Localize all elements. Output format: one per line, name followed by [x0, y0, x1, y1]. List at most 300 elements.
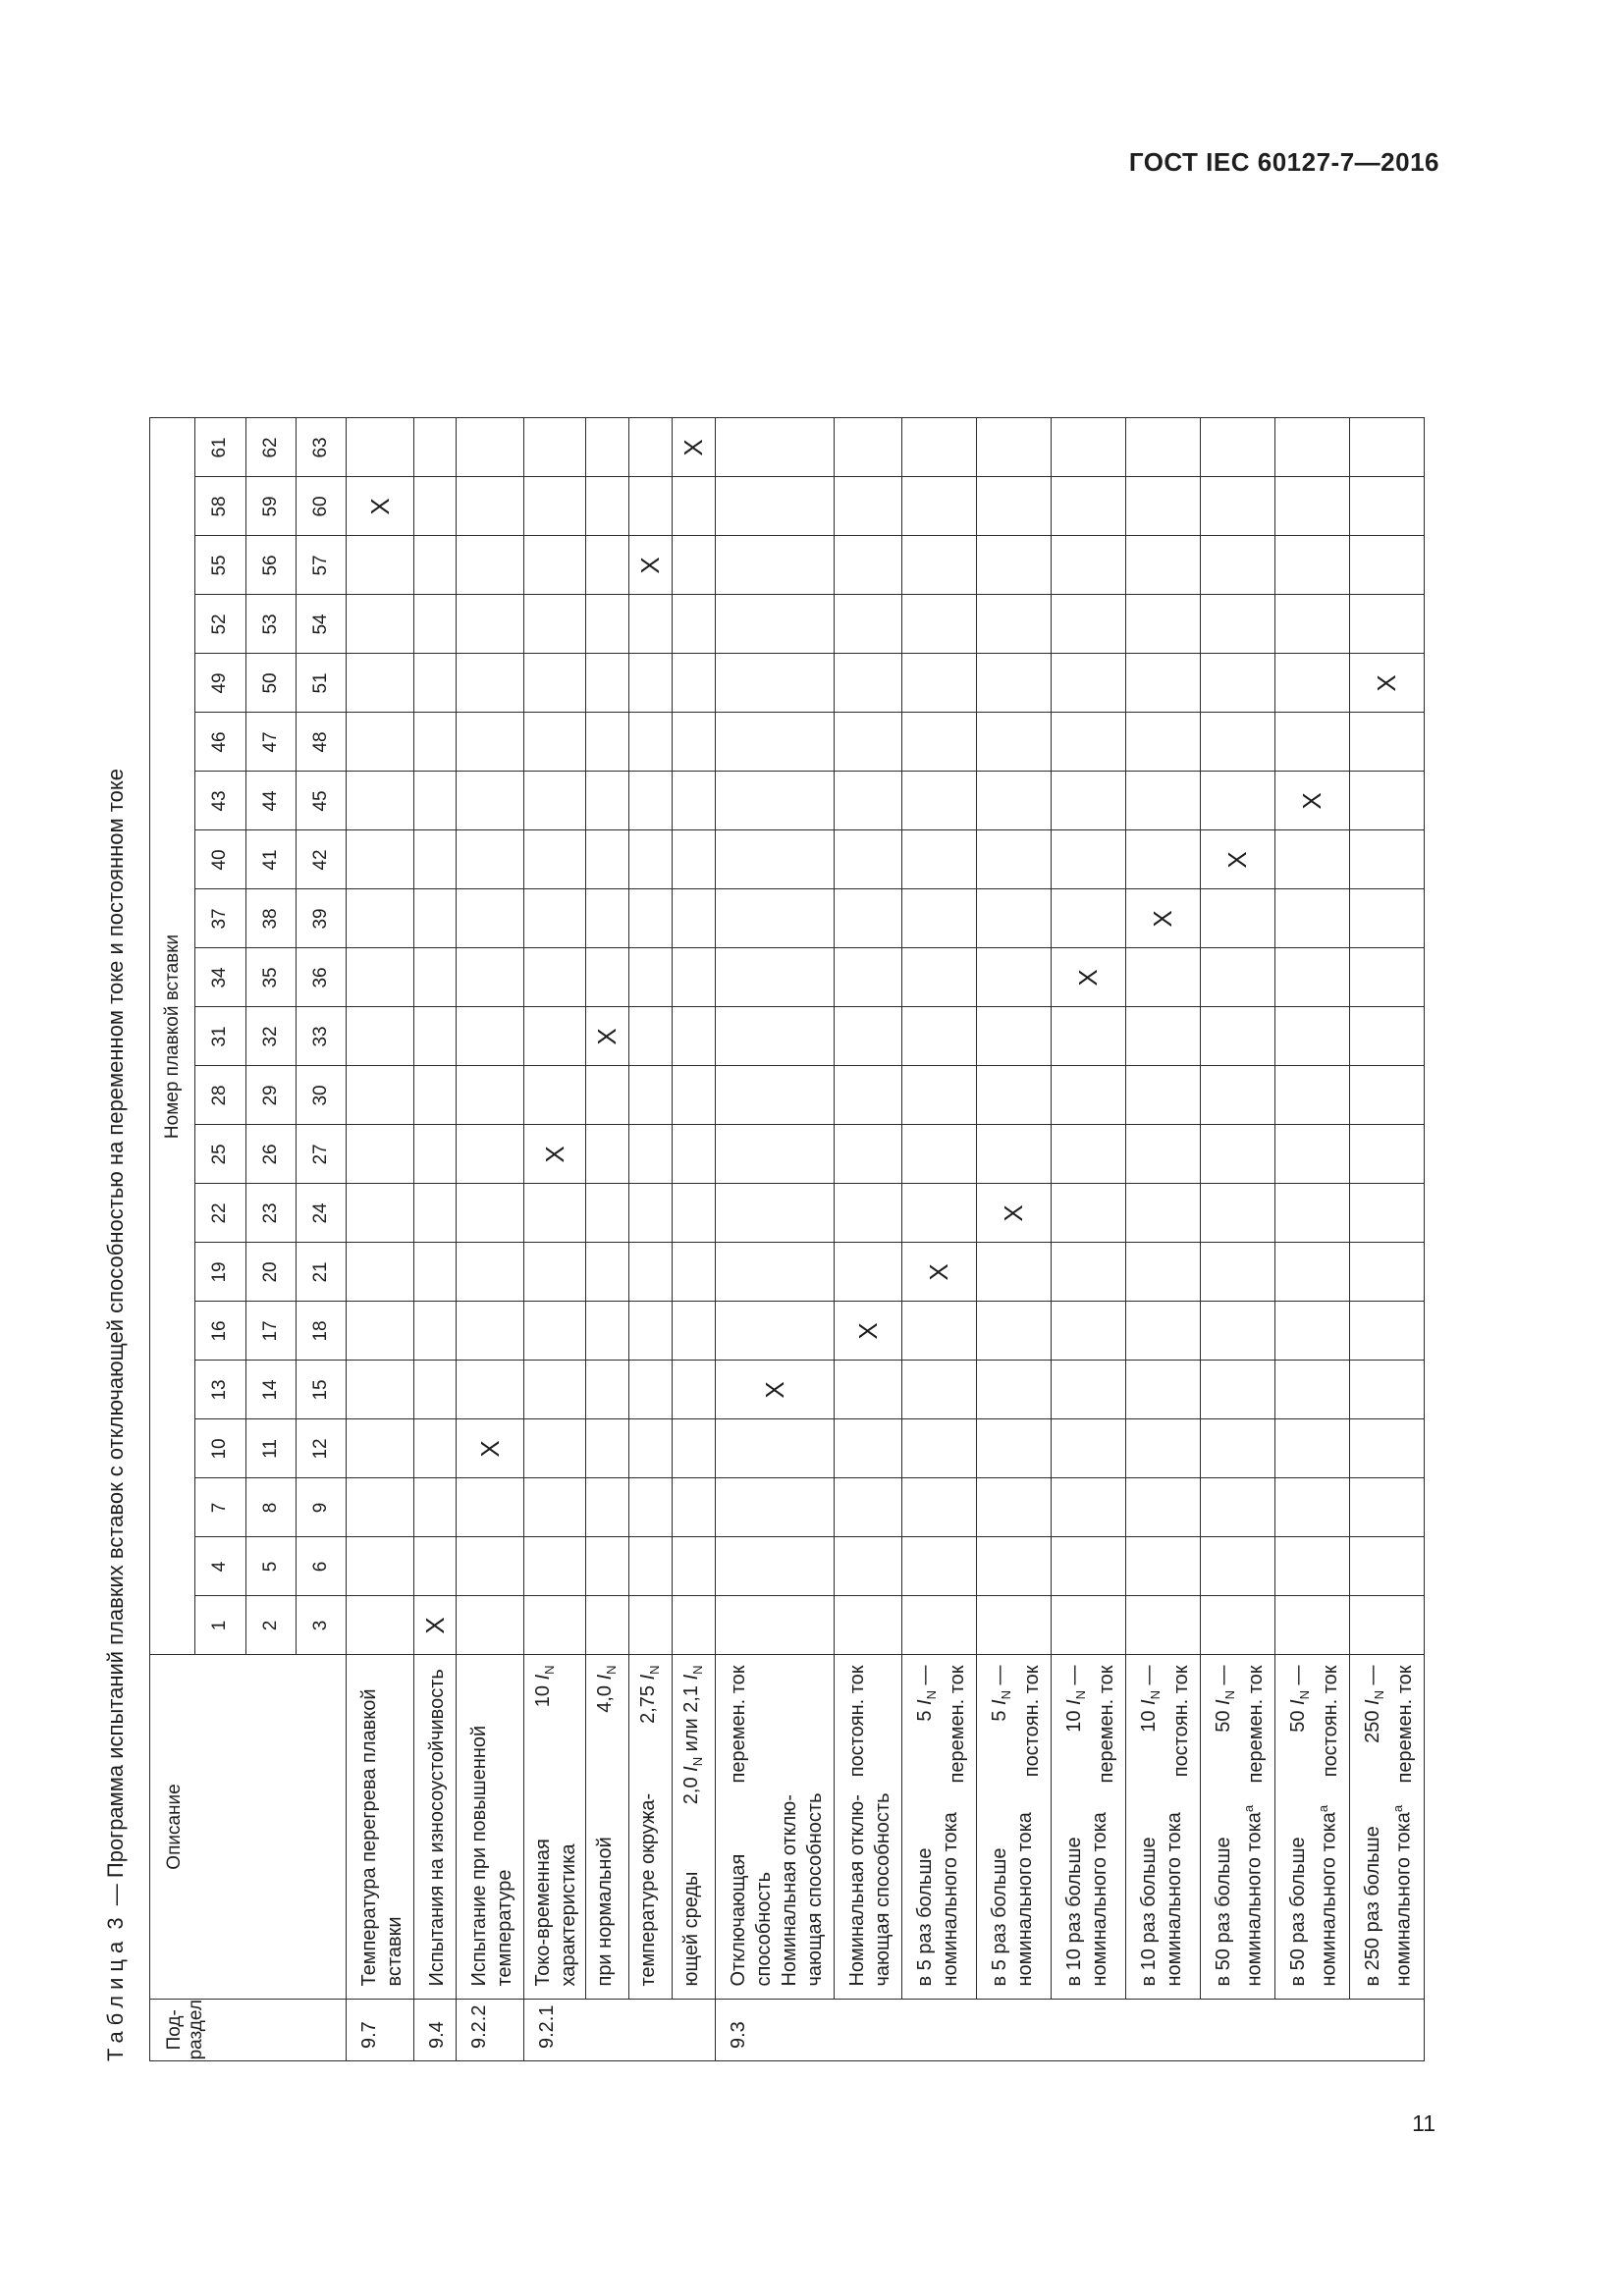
current-multiple — [1285, 1665, 1318, 1777]
current-value: 50 $I_N$ — — [1213, 1665, 1237, 1733]
test-mark-cell — [1350, 1419, 1425, 1478]
current-type: перемен. ток — [947, 1665, 968, 1784]
fuse-number: 14 — [245, 1361, 296, 1419]
description-cell — [1201, 1655, 1275, 1999]
description-line: при нормальной — [594, 1837, 616, 1987]
fuse-number: 33 — [296, 1007, 346, 1066]
current-symbol: I — [914, 1699, 936, 1705]
test-mark-cell — [457, 830, 524, 889]
test-mark-cell — [586, 1478, 629, 1537]
test-mark-cell — [673, 536, 716, 595]
test-mark-cell — [629, 713, 673, 772]
test-mark-cell — [673, 713, 716, 772]
description-left — [1136, 1787, 1187, 1986]
test-mark-cell — [414, 1125, 457, 1184]
table-wrapper — [149, 417, 1425, 2061]
test-mark-cell — [1201, 536, 1275, 595]
description-value — [530, 1665, 563, 1707]
test-mark-cell — [835, 1361, 902, 1419]
test-mark-cell — [1052, 772, 1126, 830]
test-mark-cell — [835, 654, 902, 713]
test-mark-cell — [1201, 1537, 1275, 1596]
test-mark-cell — [1052, 1478, 1126, 1537]
test-mark: X — [924, 1263, 953, 1281]
fuse-number: 47 — [245, 713, 296, 772]
fuse-number: 11 — [245, 1419, 296, 1478]
test-mark-cell — [524, 536, 586, 595]
test-mark-cell — [1350, 1243, 1425, 1302]
current-symbol: I — [594, 1674, 616, 1681]
description-cell — [524, 1655, 586, 1999]
test-mark-cell — [1275, 654, 1350, 713]
fuse-number: 13 — [195, 1361, 245, 1419]
table-row — [457, 418, 524, 2061]
fuse-number: 39 — [296, 889, 346, 948]
test-mark-cell — [457, 948, 524, 1007]
current-symbol: I — [680, 1674, 702, 1681]
test-mark-cell — [1275, 1243, 1350, 1302]
test-mark-cell — [1052, 889, 1126, 948]
test-mark-cell — [347, 1125, 414, 1184]
header-row — [150, 418, 195, 2061]
description-line: ющей среды — [680, 1871, 702, 1987]
test-mark-cell — [457, 536, 524, 595]
description-layout — [592, 1665, 624, 1986]
test-mark-cell — [457, 477, 524, 536]
description-left — [1061, 1793, 1112, 1987]
test-mark-cell — [1052, 713, 1126, 772]
test-mark-cell — [716, 830, 835, 889]
test-mark-cell — [716, 1302, 835, 1361]
subsection-cell — [457, 1999, 524, 2060]
test-mark-cell — [414, 1243, 457, 1302]
test-mark-cell — [835, 889, 902, 948]
test-mark-cell — [1201, 1478, 1275, 1537]
test-mark-cell — [629, 1478, 673, 1537]
test-mark: X — [474, 1440, 505, 1458]
footnote-marker: a — [1390, 1804, 1405, 1813]
test-mark-cell — [347, 1184, 414, 1243]
test-mark-cell — [977, 1419, 1052, 1478]
current-subscript: N — [999, 1690, 1013, 1700]
description-value — [635, 1665, 668, 1723]
test-mark-cell — [586, 889, 629, 948]
test-mark-cell — [414, 1184, 457, 1243]
description-line: номинального тока$^a$ — [1316, 1804, 1340, 1987]
description-cell — [457, 1655, 524, 1999]
test-mark-cell — [414, 713, 457, 772]
test-mark-cell — [977, 713, 1052, 772]
current-symbol: I — [1063, 1699, 1085, 1705]
test-mark-cell — [629, 1361, 673, 1419]
test-mark-cell — [716, 948, 835, 1007]
test-mark-cell — [414, 654, 457, 713]
description-left — [592, 1723, 618, 1987]
test-mark-cell — [524, 477, 586, 536]
description-layout — [1136, 1665, 1194, 1986]
test-mark-cell — [902, 772, 977, 830]
current-value: 250 $I_N$ — — [1362, 1665, 1386, 1743]
description-text: Испытание при повышенной температуре — [468, 1725, 515, 1987]
description-cell — [977, 1655, 1052, 1999]
test-mark-cell — [524, 1184, 586, 1243]
test-mark-cell — [673, 1066, 716, 1125]
current-subscript: N — [1297, 1690, 1312, 1700]
test-mark-cell — [414, 948, 457, 1007]
test-mark-cell — [414, 418, 457, 477]
test-mark-cell — [977, 1125, 1052, 1184]
description-line: в 5 раз больше — [914, 1847, 936, 1987]
fuse-number: 46 — [195, 713, 245, 772]
current-type: перемен. ток — [1245, 1665, 1267, 1784]
current-subscript: N — [1148, 1690, 1163, 1700]
test-mark-cell — [902, 654, 977, 713]
test-mark-cell — [457, 654, 524, 713]
test-mark: X — [1148, 910, 1177, 928]
test-mark-cell — [902, 1596, 977, 1655]
test-mark-cell — [1275, 536, 1350, 595]
description-line: номинального тока$^a$ — [1241, 1804, 1266, 1987]
footnote-marker: a — [1316, 1804, 1330, 1813]
test-mark-cell — [524, 654, 586, 713]
subsection-number: 9.2.1 — [536, 2004, 558, 2049]
test-mark-cell — [673, 1478, 716, 1537]
fuse-number: 2 — [245, 1596, 296, 1655]
test-mark-cell — [586, 713, 629, 772]
test-mark-cell — [716, 1361, 835, 1419]
test-mark-cell — [1052, 1361, 1126, 1419]
test-mark-cell — [977, 477, 1052, 536]
test-mark-cell — [716, 1537, 835, 1596]
fuse-number: 54 — [296, 595, 346, 654]
test-mark-cell — [1052, 1537, 1126, 1596]
test-mark-cell — [977, 1066, 1052, 1125]
test-mark-cell — [586, 1243, 629, 1302]
test-mark-cell — [1275, 595, 1350, 654]
current-subscript: N — [690, 1756, 705, 1767]
test-mark-cell — [414, 477, 457, 536]
test-mark-cell — [347, 654, 414, 713]
description-left — [987, 1787, 1038, 1986]
test-mark-cell — [835, 418, 902, 477]
test-mark-cell — [414, 536, 457, 595]
current-type: постоян. ток — [1170, 1665, 1192, 1778]
test-mark-cell — [1126, 772, 1201, 830]
test-mark-cell — [1350, 1007, 1425, 1066]
description-left — [1285, 1787, 1342, 1986]
test-mark-cell — [977, 1361, 1052, 1419]
test-mark-cell — [835, 1007, 902, 1066]
test-mark-cell — [1126, 948, 1201, 1007]
test-mark-cell — [1052, 1419, 1126, 1478]
description-left — [635, 1734, 661, 1987]
test-mark-cell — [347, 830, 414, 889]
page-number: 11 — [1412, 2110, 1435, 2136]
table-row — [1201, 418, 1275, 2061]
fuse-number: 52 — [195, 595, 245, 654]
test-mark-cell — [716, 1125, 835, 1184]
test-mark-cell — [1350, 948, 1425, 1007]
test-mark-cell — [835, 1184, 902, 1243]
description-cell — [347, 1655, 414, 1999]
current-symbol: I — [1287, 1699, 1309, 1705]
test-mark-cell — [902, 830, 977, 889]
description-cell — [1052, 1655, 1126, 1999]
test-mark-cell — [902, 948, 977, 1007]
test-mark-cell — [1052, 1066, 1126, 1125]
description-left — [1360, 1793, 1417, 1987]
current-subscript: N — [690, 1665, 705, 1675]
test-mark-cell — [586, 1007, 629, 1066]
current-symbol: I — [532, 1674, 554, 1681]
test-mark-cell — [629, 536, 673, 595]
test-mark-cell — [1275, 948, 1350, 1007]
description-value — [726, 1665, 751, 1783]
test-mark-cell — [524, 1302, 586, 1361]
test-mark-cell — [1126, 477, 1201, 536]
fuse-number: 62 — [245, 418, 296, 477]
table-row — [1350, 418, 1425, 2061]
test-mark-cell — [629, 1007, 673, 1066]
fuse-number: 36 — [296, 948, 346, 1007]
test-mark-cell — [1126, 1184, 1201, 1243]
fuse-number: 6 — [296, 1537, 346, 1596]
description-value — [592, 1665, 624, 1712]
test-mark-cell — [1126, 1537, 1201, 1596]
table-row — [716, 418, 835, 2061]
subsection-header: Под-раздел — [150, 1999, 347, 2060]
test-mark-cell — [629, 1243, 673, 1302]
table-row — [902, 418, 977, 2061]
test-mark-cell — [457, 595, 524, 654]
table-row — [1126, 418, 1201, 2061]
description-layout — [635, 1665, 668, 1986]
subsection-number: 9.4 — [426, 2021, 448, 2049]
current-value: 2,0 $I_N$ или 2,1 $I_N$ — [680, 1665, 705, 1805]
test-mark-cell — [1275, 418, 1350, 477]
current-subscript: N — [647, 1665, 662, 1675]
test-mark-cell — [629, 654, 673, 713]
test-mark-cell — [1350, 1537, 1425, 1596]
test-mark-cell — [1201, 1302, 1275, 1361]
test-mark-cell — [1052, 1243, 1126, 1302]
description-line: чающая способность — [872, 1792, 893, 1987]
fuse-number: 1 — [195, 1596, 245, 1655]
test-mark-cell — [586, 536, 629, 595]
description-line: в 10 раз больше — [1063, 1837, 1085, 1987]
current-value: 2,75 $I_N$ — [637, 1665, 662, 1724]
test-mark-cell — [1052, 477, 1126, 536]
description-cell — [1126, 1655, 1201, 1999]
test-mark-cell — [1350, 418, 1425, 477]
test-mark-cell — [1201, 948, 1275, 1007]
fuse-number: 28 — [195, 1066, 245, 1125]
test-mark-cell — [457, 1537, 524, 1596]
test-mark-cell — [629, 772, 673, 830]
table-caption — [103, 769, 129, 2061]
test-mark-cell — [977, 1184, 1052, 1243]
test-mark-cell — [414, 1361, 457, 1419]
description-line: в 250 раз больше — [1362, 1826, 1383, 1987]
test-mark-cell — [414, 1419, 457, 1478]
description-line: в 5 раз больше — [989, 1847, 1010, 1987]
test-mark-cell — [835, 1302, 902, 1361]
test-mark-cell — [457, 1007, 524, 1066]
test-mark-cell — [1201, 654, 1275, 713]
description-layout — [844, 1665, 895, 1986]
fuse-number: 45 — [296, 772, 346, 830]
test-mark-cell — [347, 536, 414, 595]
test-mark-cell — [347, 1537, 414, 1596]
current-symbol: I — [989, 1699, 1010, 1705]
test-mark-cell — [347, 1066, 414, 1125]
test-mark-cell — [835, 1596, 902, 1655]
test-mark-cell — [902, 536, 977, 595]
description-left — [726, 1793, 828, 1987]
test-mark: X — [852, 1322, 883, 1340]
fuse-number: 42 — [296, 830, 346, 889]
current-multiple — [987, 1665, 1019, 1777]
test-mark-cell — [586, 948, 629, 1007]
test-mark-cell — [1126, 536, 1201, 595]
test-mark-cell — [1052, 1125, 1126, 1184]
description-left — [678, 1814, 704, 1986]
test-mark-cell — [977, 418, 1052, 477]
fuse-number-group-header: Номер плавкой вставки — [150, 418, 195, 1655]
test-mark-cell — [347, 595, 414, 654]
caption-label: Таблица — [103, 1935, 128, 2061]
caption-number: 3 — [103, 1911, 128, 1930]
test-mark-cell — [902, 1302, 977, 1361]
test-mark-cell — [1275, 1184, 1350, 1243]
test-mark-cell — [1275, 477, 1350, 536]
test-mark-cell — [524, 1478, 586, 1537]
fuse-number: 3 — [296, 1596, 346, 1655]
test-mark-cell — [1201, 418, 1275, 477]
test-mark-cell — [1350, 536, 1425, 595]
test-mark-cell — [1350, 713, 1425, 772]
description-line: температуре окружа- — [637, 1792, 659, 1987]
test-mark-cell — [716, 1184, 835, 1243]
description-line: характеристика — [558, 1843, 579, 1987]
description-layout — [1211, 1665, 1269, 1986]
test-mark-cell — [414, 772, 457, 830]
current-value: 4,0 $I_N$ — [594, 1665, 619, 1713]
fuse-number: 5 — [245, 1537, 296, 1596]
test-mark-cell — [977, 654, 1052, 713]
test-mark-cell — [629, 595, 673, 654]
footnote-marker: a — [1241, 1804, 1256, 1813]
description-line: чающая способность — [804, 1792, 826, 1987]
test-mark-cell — [902, 595, 977, 654]
rotated-table-frame — [103, 56, 1416, 2091]
test-mark-cell — [673, 1125, 716, 1184]
current-value: 50 $I_N$ — — [1287, 1665, 1312, 1733]
test-mark-cell — [457, 418, 524, 477]
fuse-number: 7 — [195, 1478, 245, 1537]
test-mark-cell — [1350, 772, 1425, 830]
fuse-number: 34 — [195, 948, 245, 1007]
test-mark-cell — [716, 1596, 835, 1655]
test-mark-cell — [977, 948, 1052, 1007]
test-mark: X — [364, 498, 395, 515]
test-mark-cell — [1052, 1184, 1126, 1243]
description-line: в 50 раз больше — [1213, 1837, 1234, 1987]
test-mark-cell — [1126, 1125, 1201, 1184]
test-mark-cell — [524, 1066, 586, 1125]
table-row — [1275, 418, 1350, 2061]
current-type: перемен. ток — [1394, 1665, 1416, 1784]
test-mark-cell — [835, 830, 902, 889]
test-mark-cell — [1052, 595, 1126, 654]
test-mark-cell — [1201, 1243, 1275, 1302]
test-mark-cell — [1275, 713, 1350, 772]
table-row — [347, 418, 414, 2061]
test-mark-cell — [835, 713, 902, 772]
description-cell — [673, 1655, 716, 1999]
current-symbol: I — [1362, 1699, 1383, 1705]
description-cell — [835, 1655, 902, 1999]
test-mark-cell — [716, 1243, 835, 1302]
test-mark-cell — [1275, 772, 1350, 830]
test-mark-cell — [673, 1361, 716, 1419]
fuse-number: 26 — [245, 1125, 296, 1184]
test-mark-cell — [586, 595, 629, 654]
fuse-number: 57 — [296, 536, 346, 595]
test-mark-cell — [1052, 654, 1126, 713]
test-mark-cell — [414, 1066, 457, 1125]
fuse-number: 29 — [245, 1066, 296, 1125]
current-subscript: N — [924, 1690, 939, 1700]
test-mark-cell — [1201, 1066, 1275, 1125]
table-row — [1052, 418, 1126, 2061]
test-mark: X — [1073, 969, 1103, 987]
caption-dash: — — [103, 1884, 128, 1906]
description-layout — [678, 1665, 711, 1986]
test-mark-cell — [629, 1302, 673, 1361]
test-mark-cell — [902, 713, 977, 772]
test-mark: X — [419, 1617, 450, 1634]
current-subscript: N — [1222, 1690, 1237, 1700]
current-value: 5 $I_N$ — — [989, 1665, 1013, 1722]
test-mark-cell — [1275, 1419, 1350, 1478]
test-mark-cell — [1350, 1478, 1425, 1537]
description-line: номинального тока$^a$ — [1390, 1804, 1415, 1987]
fuse-number: 17 — [245, 1302, 296, 1361]
test-mark-cell — [1052, 1302, 1126, 1361]
test-mark-cell — [586, 1125, 629, 1184]
test-mark-cell — [1275, 1537, 1350, 1596]
test-mark-cell — [977, 1007, 1052, 1066]
test-mark-cell — [347, 1596, 414, 1655]
current-subscript: N — [1073, 1690, 1088, 1700]
test-mark-cell — [1201, 1007, 1275, 1066]
description-left — [1211, 1793, 1268, 1987]
subsection-cell — [716, 1999, 1425, 2060]
test-mark-cell — [716, 536, 835, 595]
test-mark-cell — [1126, 1243, 1201, 1302]
description-cell — [586, 1655, 629, 1999]
test-mark-cell — [457, 1066, 524, 1125]
test-mark-cell — [1201, 1596, 1275, 1655]
test-mark-cell — [977, 595, 1052, 654]
test-mark-cell — [1201, 889, 1275, 948]
test-mark-cell — [673, 1184, 716, 1243]
test-mark-cell — [1275, 889, 1350, 948]
test-mark-cell — [347, 1361, 414, 1419]
description-cell — [902, 1655, 977, 1999]
description-line: Номинальная отклю- — [779, 1794, 800, 1987]
